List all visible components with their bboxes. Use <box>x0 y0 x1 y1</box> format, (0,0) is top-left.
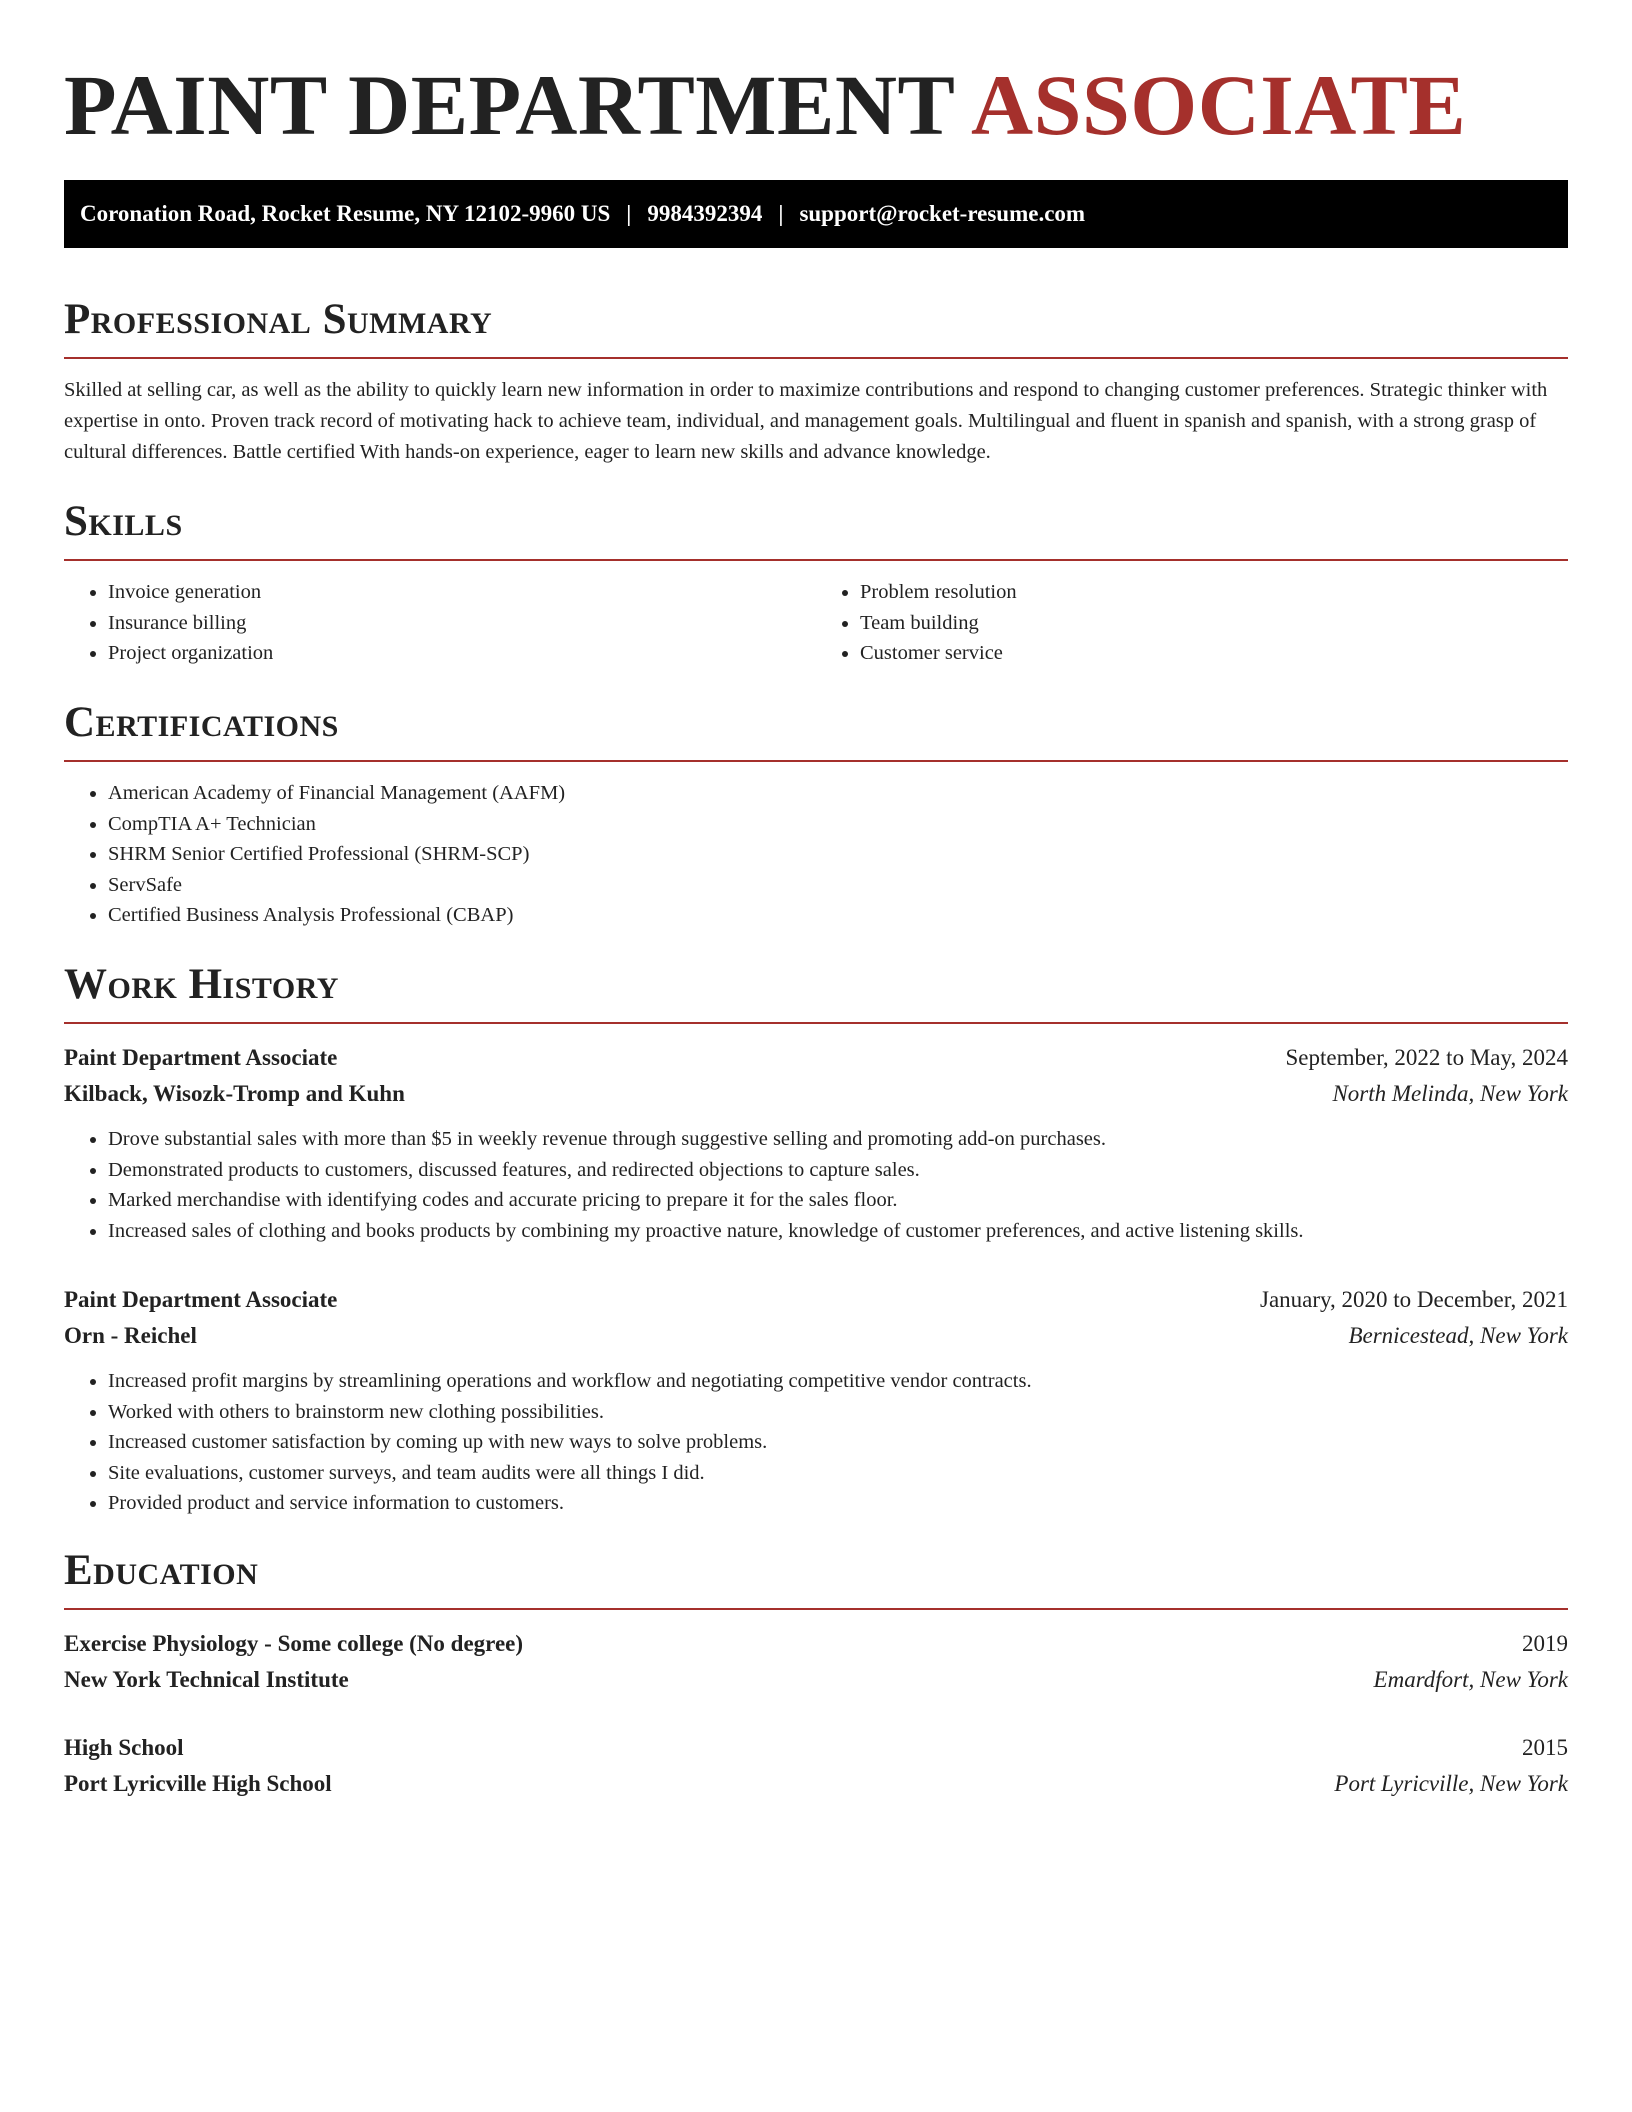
job-subheader <box>64 1076 1568 1112</box>
skill-item: • Customer service <box>860 638 1568 669</box>
certification-item: • SHRM Senior Certified Professional (SHRM-SCP) <box>108 839 1568 870</box>
certification-item: • CompTIA A+ Technician <box>108 809 1568 840</box>
job-bullet: • Drove substantial sales with more than $5 in weekly revenue through suggestive selling and promoting add-on purchases. <box>108 1124 1568 1155</box>
contact-email: support@rocket-resume.com <box>799 200 1086 226</box>
job-location: North Melinda, New York <box>1332 1081 1568 1107</box>
section-divider <box>64 1022 1568 1024</box>
education-year: 2015 <box>1522 1734 1568 1760</box>
job-bullet: • Worked with others to brainstorm new clothing possibilities. <box>108 1397 1568 1428</box>
contact-separator: | <box>778 200 784 226</box>
job-location: Bernicestead, New York <box>1348 1323 1568 1349</box>
section-title-education: Education <box>64 1546 259 1594</box>
certification-item: • Certified Business Analysis Professional (CBAP) <box>108 900 1568 931</box>
section-divider <box>64 559 1568 561</box>
section-title-certifications: Certifications <box>64 698 339 746</box>
contact-address: Coronation Road, Rocket Resume, NY 12102-9960 US <box>80 200 611 226</box>
contact-phone: 9984392394 <box>647 200 763 226</box>
job-dates: January, 2020 to December, 2021 <box>1260 1287 1568 1313</box>
education-entry <box>64 1626 1568 1698</box>
skill-item: • Project organization <box>108 638 816 669</box>
job-dates: September, 2022 to May, 2024 <box>1285 1045 1568 1071</box>
job-company: Kilback, Wisozk-Tromp and Kuhn <box>64 1081 405 1107</box>
education-year: 2019 <box>1522 1630 1568 1656</box>
certification-item: • American Academy of Financial Management (AAFM) <box>108 778 1568 809</box>
skill-item: • Team building <box>860 608 1568 639</box>
summary-section <box>64 296 1568 468</box>
education-location: Port Lyricville, New York <box>1334 1770 1568 1796</box>
skill-item: • Invoice generation <box>108 577 816 608</box>
job-subheader <box>64 1318 1568 1354</box>
skill-item: • Problem resolution <box>860 577 1568 608</box>
job-header <box>64 1282 1568 1318</box>
certification-item: • ServSafe <box>108 870 1568 901</box>
education-entry <box>64 1730 1568 1802</box>
certifications-list <box>64 778 1568 931</box>
skills-section <box>64 498 1568 669</box>
job-bullet: • Increased customer satisfaction by coming up with new ways to solve problems. <box>108 1427 1568 1458</box>
job-entry <box>64 1040 1568 1246</box>
job-bullet: • Site evaluations, customer surveys, and team audits were all things I did. <box>108 1458 1568 1489</box>
section-divider <box>64 1608 1568 1610</box>
skills-grid <box>64 577 1568 669</box>
job-role: Paint Department Associate <box>64 1287 338 1313</box>
contact-bar <box>64 180 1568 248</box>
job-bullet: • Increased profit margins by streamlining operations and workflow and negotiating competitive vendor contracts. <box>108 1366 1568 1397</box>
education-section <box>64 1547 1568 1802</box>
summary-text: Skilled at selling car, as well as the ability to quickly learn new information in order to maximize contributions and respond to changing customer preferences. Strategic thinker with expertise in onto. Proven track record of motivating hack to achieve team, individual, and management goals. Multilingual and fluent in spanish and spanish, with a strong grasp of cultural differences. Battle certified With hands-on experience, eager to learn new skills and advance knowledge. <box>64 379 1548 464</box>
job-entry <box>64 1282 1568 1519</box>
name-last: ASSOCIATE <box>971 57 1467 153</box>
education-school: Port Lyricville High School <box>64 1770 332 1796</box>
job-bullets <box>64 1124 1568 1246</box>
skills-list-right <box>816 577 1568 669</box>
education-school: New York Technical Institute <box>64 1666 349 1692</box>
contact-separator: | <box>626 200 632 226</box>
education-location: Emardfort, New York <box>1373 1666 1568 1692</box>
job-bullets <box>64 1366 1568 1519</box>
education-header <box>64 1626 1568 1662</box>
certifications-section <box>64 699 1568 931</box>
job-bullet: • Demonstrated products to customers, discussed features, and redirected objections to capture sales. <box>108 1155 1568 1186</box>
resume-name <box>64 56 1568 155</box>
education-degree: High School <box>64 1734 184 1760</box>
work-history-section <box>64 961 1568 1519</box>
job-company: Orn - Reichel <box>64 1323 197 1349</box>
job-header <box>64 1040 1568 1076</box>
skill-item: • Insurance billing <box>108 608 816 639</box>
section-title-work-history: Work History <box>64 960 339 1008</box>
job-bullet: • Increased sales of clothing and books products by combining my proactive nature, knowledge of customer preferences, and active listening skills. <box>108 1216 1568 1247</box>
job-role: Paint Department Associate <box>64 1045 338 1071</box>
section-divider <box>64 760 1568 762</box>
job-bullet: • Provided product and service information to customers. <box>108 1488 1568 1519</box>
education-subheader <box>64 1766 1568 1802</box>
section-title-summary: Professional Summary <box>64 295 493 343</box>
name-first: PAINT DEPARTMENT <box>64 57 954 153</box>
education-degree: Exercise Physiology - Some college (No degree) <box>64 1630 524 1656</box>
skills-list-left <box>64 577 816 669</box>
section-divider <box>64 357 1568 359</box>
job-bullet: • Marked merchandise with identifying codes and accurate pricing to prepare it for the sales floor. <box>108 1185 1568 1216</box>
education-header <box>64 1730 1568 1766</box>
education-subheader <box>64 1662 1568 1698</box>
section-title-skills: Skills <box>64 498 183 546</box>
